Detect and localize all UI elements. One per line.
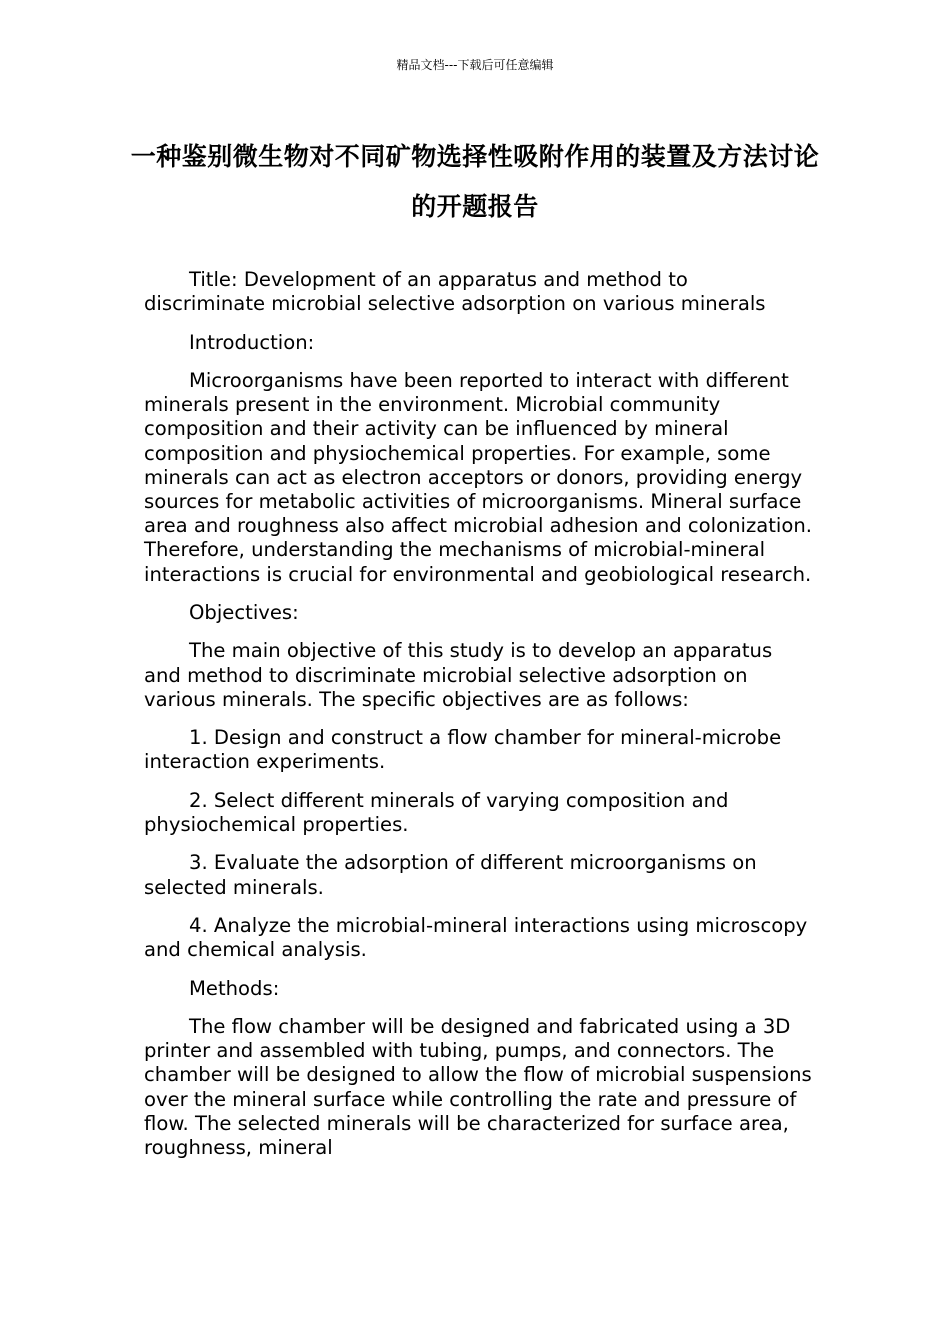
document-title: 一种鉴别微生物对不同矿物选择性吸附作用的装置及方法讨论的开题报告 [130,142,820,221]
heading-methods: Methods: [189,976,280,1000]
objective-item-4: 4. Analyze the microbial-mineral interactions using microscopy and chemical analysis. [144,913,808,962]
document-body [144,268,812,1174]
page-header: 精品文档---下载后可任意编辑 [396,58,554,72]
heading-introduction: Introduction: [189,330,315,354]
paragraph-title-line: Title: Development of an apparatus and method to discriminate microbial selective adsorption on various minerals [144,268,766,316]
paragraph-introduction: Microorganisms have been reported to interact with different minerals present in the environment. Microbial community composition and their activity can be influenced by mineral composition and physiochemical properties. For example, some minerals can act as electron acceptors or donors, providing energy sources for metabolic activities of microorganisms. Mineral surface area and roughness also affect microbial adhesion and colonization. Therefore, understanding the mechanisms of microbial-mineral interactions is crucial for environmental and geobiological research. [144,368,813,586]
paragraph-methods: The flow chamber will be designed and fabricated using a 3D printer and assembled with tubing, pumps, and connectors. The chamber will be designed to allow the flow of microbial suspensions over the mineral surface while controlling the rate and pressure of flow. The selected minerals will be characterized for surface area, roughness, mineral [144,1014,812,1159]
paragraph-objectives: The main objective of this study is to develop an apparatus and method to discriminate microbial selective adsorption on various minerals. The specific objectives are as follows: [144,639,773,711]
objective-item-1: 1. Design and construct a flow chamber for mineral-microbe interaction experiments. [144,726,782,774]
heading-objectives: Objectives: [189,601,299,624]
objective-item-3: 3. Evaluate the adsorption of different microorganisms on selected minerals. [144,851,757,899]
objective-item-2: 2. Select different minerals of varying composition and physiochemical properties. [144,788,729,836]
